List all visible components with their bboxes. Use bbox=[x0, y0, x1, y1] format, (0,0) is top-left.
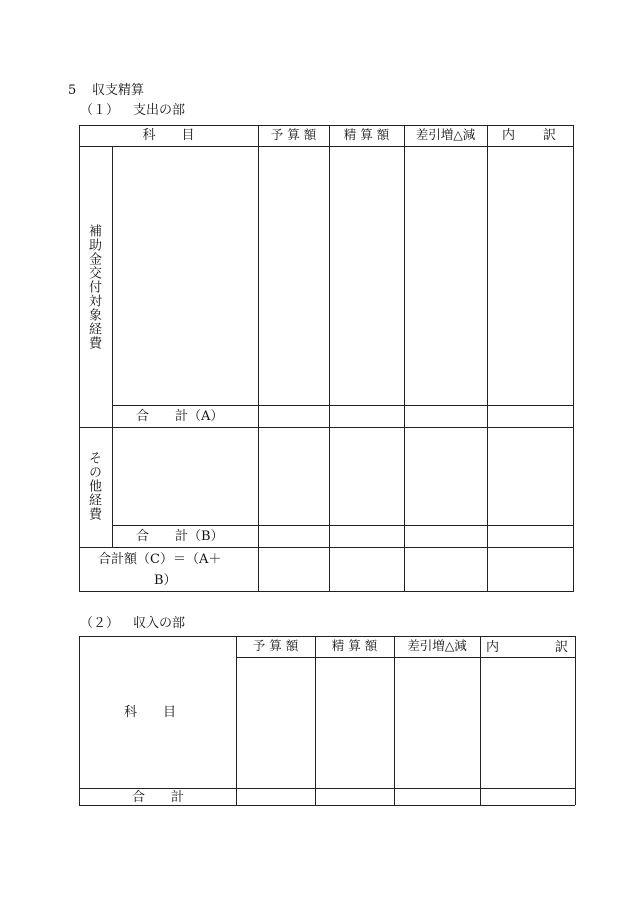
column-header-difference: 差引増△減 bbox=[415, 127, 476, 143]
income-total-label: 合 計 bbox=[132, 790, 185, 805]
section-number: 5 bbox=[68, 83, 77, 98]
column-header-budget: 予 算 額 bbox=[270, 127, 317, 143]
income-column-header-settled: 精 算 額 bbox=[331, 638, 378, 654]
group-label-subsidy-eligible: 補助金交付対象経費 bbox=[86, 224, 101, 350]
section-title: 収支精算 bbox=[92, 83, 145, 98]
group-label-other-expenses: その他経費 bbox=[86, 451, 101, 521]
income-column-header-detail-2: 訳 bbox=[555, 640, 569, 655]
income-heading-title: 収入の部 bbox=[133, 616, 186, 631]
grand-total-label-line2: B） bbox=[154, 573, 177, 588]
income-heading-number: （２） bbox=[80, 616, 120, 631]
expenditure-heading-title: 支出の部 bbox=[133, 103, 186, 118]
subtotal-b-label: 合 計（B） bbox=[136, 529, 224, 544]
grand-total-label-line1: 合計額（C）＝（A＋ bbox=[98, 552, 222, 567]
subtotal-a-label: 合 計（A） bbox=[136, 409, 224, 424]
income-column-header-detail-1: 内 bbox=[486, 640, 500, 655]
column-header-item: 科 目 bbox=[142, 128, 195, 143]
income-item-label: 科 目 bbox=[124, 705, 177, 720]
expenditure-heading-number: （１） bbox=[80, 103, 120, 118]
income-column-header-difference: 差引増△減 bbox=[407, 638, 467, 654]
column-header-settled: 精 算 額 bbox=[343, 127, 390, 143]
column-header-detail-2: 訳 bbox=[543, 128, 557, 143]
column-header-detail-1: 内 bbox=[502, 128, 516, 143]
income-column-header-budget: 予 算 額 bbox=[252, 638, 299, 654]
